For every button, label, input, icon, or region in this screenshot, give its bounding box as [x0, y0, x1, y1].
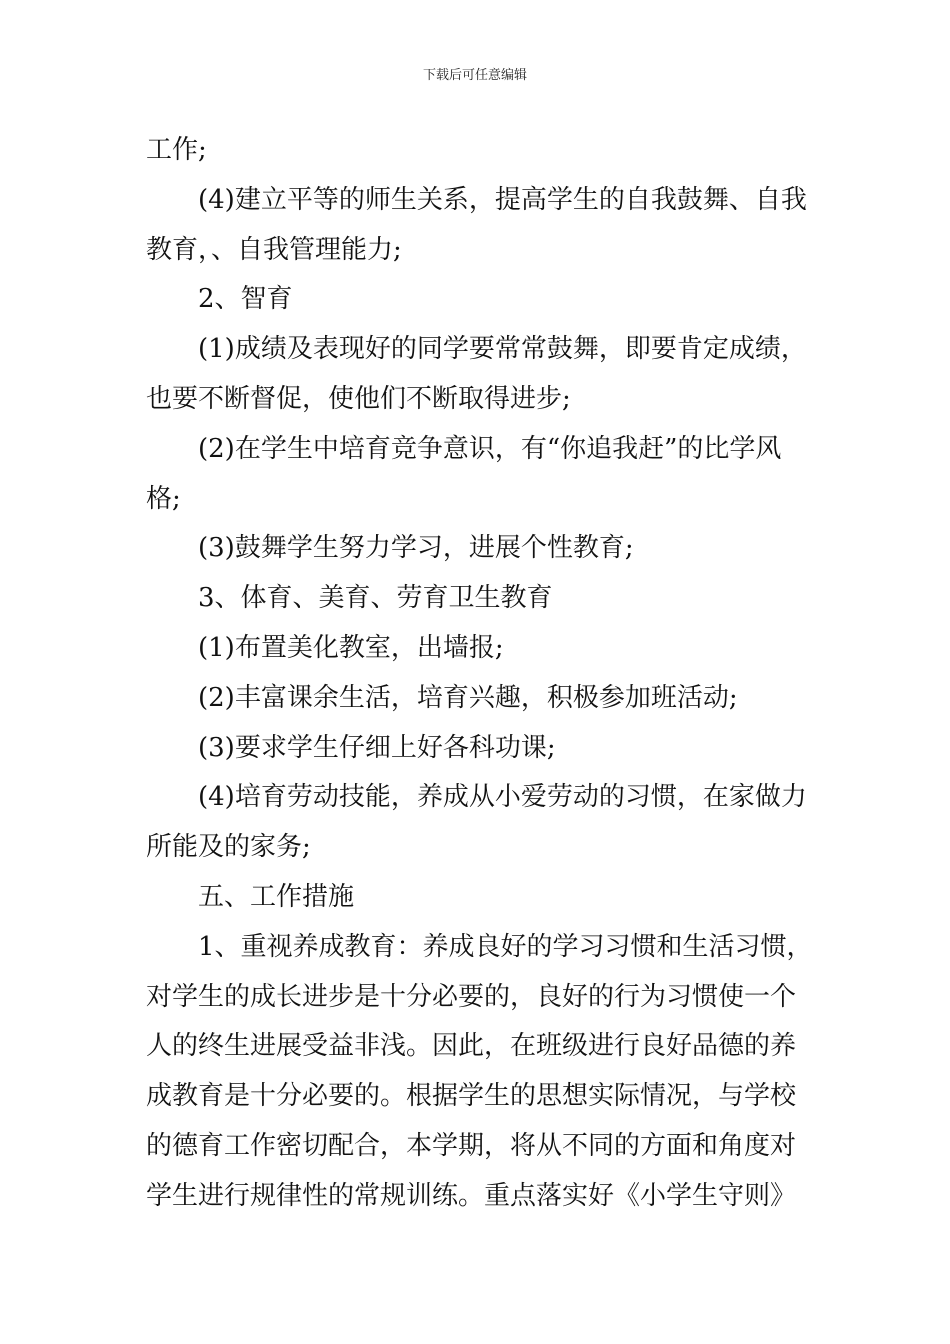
text-line: (3)鼓舞学生努力学习，进展个性教育; — [198, 533, 634, 564]
text-line: 成教育是十分必要的。根据学生的思想实际情况，与学校 — [146, 1081, 797, 1112]
text-line: 的德育工作密切配合，本学期，将从不同的方面和角度对 — [146, 1130, 797, 1161]
text-line: (2)在学生中培育竞争意识，有“你追我赶”的比学风 — [198, 433, 782, 464]
text-line: 格; — [146, 483, 181, 514]
text-line: (4)建立平等的师生关系，提高学生的自我鼓舞、自我 — [198, 184, 807, 215]
text-line: (1)布置美化教室，出墙报; — [198, 632, 504, 663]
section-heading: 3、体育、美育、劳育卫生教育 — [198, 583, 553, 614]
page-header: 下载后可任意编辑 — [422, 68, 527, 83]
section-heading: 五、工作措施 — [198, 881, 355, 912]
text-line: 也要不断督促，使他们不断取得进步; — [146, 383, 571, 414]
text-line: 学生进行规律性的常规训练。重点落实好《小学生守则》 — [146, 1180, 797, 1211]
document-body — [146, 126, 813, 1222]
text-line: (4)培育劳动技能，养成从小爱劳动的习惯，在家做力 — [198, 782, 807, 813]
text-line: 所能及的家务; — [146, 832, 311, 863]
section-heading: 2、智育 — [198, 284, 293, 315]
text-line: (3)要求学生仔细上好各科功课; — [198, 732, 556, 763]
text-line: 对学生的成长进步是十分必要的，良好的行为习惯使一个 — [146, 981, 797, 1012]
text-line: 人的终生进展受益非浅。因此，在班级进行良好品德的养 — [146, 1031, 797, 1062]
text-line: 工作; — [146, 135, 207, 165]
text-line: (2)丰富课余生活，培育兴趣，积极参加班活动; — [198, 682, 738, 713]
text-line: 1、重视养成教育：养成良好的学习习惯和生活习惯， — [198, 931, 813, 962]
text-line: (1)成绩及表现好的同学要常常鼓舞，即要肯定成绩， — [198, 334, 807, 365]
text-line: 教育，、自我管理能力; — [146, 234, 402, 265]
